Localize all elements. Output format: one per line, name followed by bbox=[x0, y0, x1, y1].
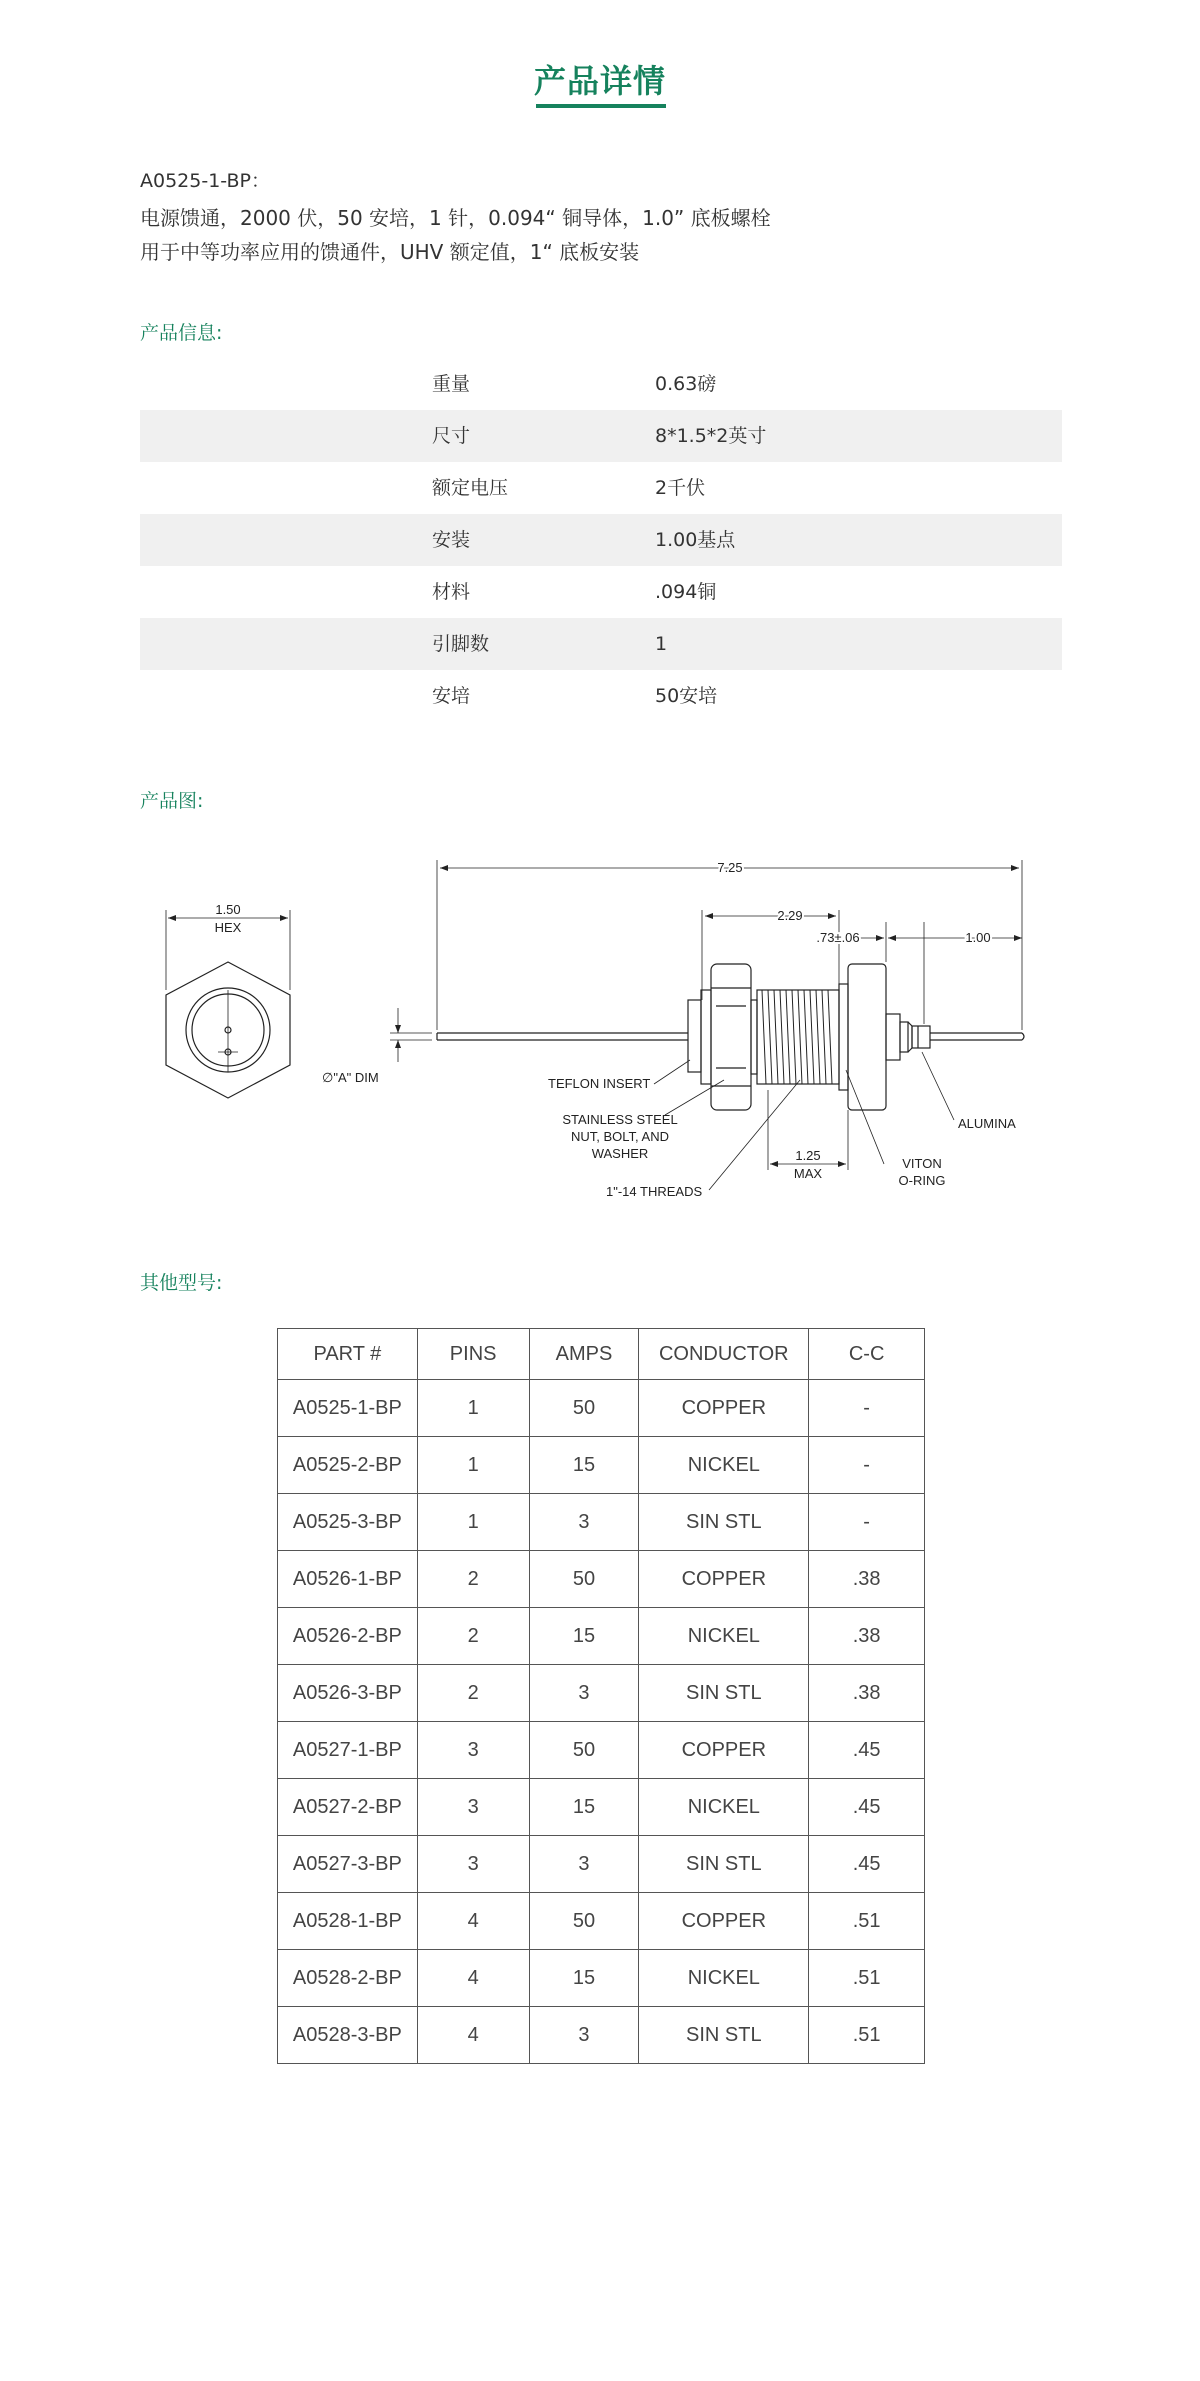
spec-value: 8*1.5*2英寸 bbox=[655, 425, 767, 447]
cell-conductor: NICKEL bbox=[639, 1950, 809, 2007]
label-viton: VITON bbox=[902, 1156, 942, 1171]
cell-part: A0528-3-BP bbox=[278, 2007, 418, 2064]
cell-pins: 3 bbox=[417, 1779, 529, 1836]
cell-c-c: .38 bbox=[809, 1665, 925, 1722]
cell-pins: 2 bbox=[417, 1665, 529, 1722]
cell-pins: 3 bbox=[417, 1722, 529, 1779]
dim-0-73: .73±.06 bbox=[816, 930, 860, 945]
cell-conductor: SIN STL bbox=[639, 2007, 809, 2064]
cell-conductor: SIN STL bbox=[639, 1665, 809, 1722]
cell-c-c: .51 bbox=[809, 2007, 925, 2064]
cell-pins: 3 bbox=[417, 1836, 529, 1893]
cell-c-c: - bbox=[809, 1380, 925, 1437]
table-row bbox=[278, 1608, 925, 1665]
cell-pins: 2 bbox=[417, 1608, 529, 1665]
section-product-info: 产品信息: bbox=[140, 322, 223, 344]
table-row bbox=[278, 1665, 925, 1722]
cell-amps: 50 bbox=[529, 1722, 639, 1779]
dim-max: MAX bbox=[793, 1166, 823, 1181]
cell-c-c: .45 bbox=[809, 1779, 925, 1836]
table-row bbox=[278, 1437, 925, 1494]
header-amps: AMPS bbox=[529, 1329, 639, 1380]
description-line-1: 电源馈通，2000 伏，50 安培，1 针，0.094“ 铜导体，1.0” 底板螺栓 bbox=[140, 206, 771, 230]
table-row bbox=[278, 1380, 925, 1437]
model-label: A0525-1-BP： bbox=[140, 170, 270, 192]
cell-part: A0528-1-BP bbox=[278, 1893, 418, 1950]
cell-c-c: - bbox=[809, 1494, 925, 1551]
cell-pins: 1 bbox=[417, 1494, 529, 1551]
header-conductor: CONDUCTOR bbox=[639, 1329, 809, 1380]
cell-part: A0526-3-BP bbox=[278, 1665, 418, 1722]
dim-1-00: 1.00 bbox=[965, 930, 991, 945]
cell-part: A0527-3-BP bbox=[278, 1836, 418, 1893]
cell-pins: 1 bbox=[417, 1380, 529, 1437]
cell-amps: 50 bbox=[529, 1380, 639, 1437]
section-other-models: 其他型号: bbox=[140, 1272, 223, 1294]
cell-amps: 15 bbox=[529, 1437, 639, 1494]
cell-conductor: SIN STL bbox=[639, 1836, 809, 1893]
label-threads: 1"-14 THREADS bbox=[606, 1184, 703, 1199]
spec-value: .094铜 bbox=[655, 581, 717, 603]
page-title: 产品详情 bbox=[533, 62, 666, 100]
cell-amps: 3 bbox=[529, 1665, 639, 1722]
cell-c-c: .45 bbox=[809, 1722, 925, 1779]
table-row bbox=[278, 1494, 925, 1551]
spec-key: 引脚数 bbox=[432, 633, 490, 655]
label-alumina: ALUMINA bbox=[958, 1116, 1016, 1131]
table-row bbox=[278, 1551, 925, 1608]
cell-amps: 50 bbox=[529, 1551, 639, 1608]
label-washer: WASHER bbox=[591, 1146, 649, 1161]
cell-conductor: COPPER bbox=[639, 1380, 809, 1437]
table-row bbox=[278, 1722, 925, 1779]
cell-conductor: COPPER bbox=[639, 1722, 809, 1779]
label-nut-bolt: NUT, BOLT, AND bbox=[570, 1129, 670, 1144]
cell-c-c: .51 bbox=[809, 1893, 925, 1950]
cell-pins: 4 bbox=[417, 1950, 529, 2007]
cell-part: A0527-1-BP bbox=[278, 1722, 418, 1779]
spec-key: 安装 bbox=[432, 529, 471, 551]
spec-key: 重量 bbox=[432, 373, 471, 395]
cell-amps: 15 bbox=[529, 1608, 639, 1665]
cell-pins: 4 bbox=[417, 2007, 529, 2064]
cell-part: A0526-1-BP bbox=[278, 1551, 418, 1608]
spec-key: 尺寸 bbox=[432, 425, 471, 447]
cell-part: A0525-3-BP bbox=[278, 1494, 418, 1551]
cell-amps: 3 bbox=[529, 2007, 639, 2064]
cell-conductor: NICKEL bbox=[639, 1437, 809, 1494]
spec-key: 材料 bbox=[432, 581, 471, 603]
spec-value: 50安培 bbox=[655, 685, 718, 707]
cell-pins: 2 bbox=[417, 1551, 529, 1608]
cell-part: A0526-2-BP bbox=[278, 1608, 418, 1665]
cell-amps: 15 bbox=[529, 1950, 639, 2007]
cell-conductor: COPPER bbox=[639, 1893, 809, 1950]
cell-c-c: .38 bbox=[809, 1608, 925, 1665]
cell-amps: 3 bbox=[529, 1494, 639, 1551]
cell-amps: 3 bbox=[529, 1836, 639, 1893]
description-line-2: 用于中等功率应用的馈通件，UHV 额定值，1“ 底板安装 bbox=[140, 240, 640, 264]
cell-conductor: NICKEL bbox=[639, 1779, 809, 1836]
table-row bbox=[278, 1950, 925, 2007]
cell-pins: 4 bbox=[417, 1893, 529, 1950]
cell-c-c: .51 bbox=[809, 1950, 925, 2007]
cell-part: A0528-2-BP bbox=[278, 1950, 418, 2007]
cell-c-c: .45 bbox=[809, 1836, 925, 1893]
table-row bbox=[278, 1836, 925, 1893]
header-pins: PINS bbox=[417, 1329, 529, 1380]
dim-hex-value: 1.50 bbox=[215, 902, 241, 917]
spec-key: 额定电压 bbox=[432, 477, 509, 499]
dim-diameter-a: ∅"A" DIM bbox=[322, 1070, 379, 1085]
dim-1-25: 1.25 bbox=[795, 1148, 821, 1163]
cell-part: A0525-2-BP bbox=[278, 1437, 418, 1494]
label-teflon-insert: TEFLON INSERT bbox=[548, 1076, 651, 1091]
cell-c-c: - bbox=[809, 1437, 925, 1494]
label-stainless-steel: STAINLESS STEEL bbox=[562, 1112, 678, 1127]
dim-overall: 7.25 bbox=[717, 860, 743, 875]
cell-amps: 15 bbox=[529, 1779, 639, 1836]
dim-hex-label: HEX bbox=[214, 920, 242, 935]
table-header-row bbox=[278, 1329, 925, 1380]
header-part: PART # bbox=[278, 1329, 418, 1380]
spec-key: 安培 bbox=[432, 685, 471, 707]
table-row bbox=[278, 1893, 925, 1950]
label-o-ring: O-RING bbox=[898, 1173, 946, 1188]
table-row bbox=[278, 1779, 925, 1836]
cell-conductor: NICKEL bbox=[639, 1608, 809, 1665]
cell-conductor: SIN STL bbox=[639, 1494, 809, 1551]
cell-amps: 50 bbox=[529, 1893, 639, 1950]
spec-value: 1 bbox=[655, 633, 668, 655]
models-table bbox=[277, 1328, 925, 2064]
spec-value: 1.00基点 bbox=[655, 529, 736, 551]
dim-2-29: 2.29 bbox=[777, 908, 803, 923]
header-c-c: C-C bbox=[809, 1329, 925, 1380]
table-row bbox=[278, 2007, 925, 2064]
spec-value: 0.63磅 bbox=[655, 373, 717, 395]
cell-part: A0527-2-BP bbox=[278, 1779, 418, 1836]
cell-c-c: .38 bbox=[809, 1551, 925, 1608]
cell-part: A0525-1-BP bbox=[278, 1380, 418, 1437]
cell-pins: 1 bbox=[417, 1437, 529, 1494]
spec-value: 2千伏 bbox=[655, 477, 706, 499]
section-product-drawing: 产品图: bbox=[140, 790, 204, 812]
cell-conductor: COPPER bbox=[639, 1551, 809, 1608]
